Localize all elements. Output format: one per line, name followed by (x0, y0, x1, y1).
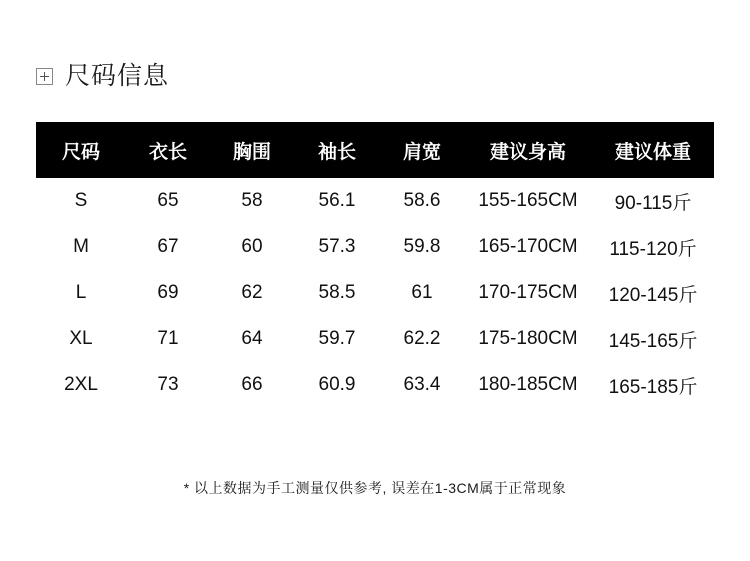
table-row (36, 362, 714, 408)
plus-box-icon[interactable] (36, 68, 53, 85)
cell-bust: 66 (241, 374, 263, 395)
cell-shoulder: 62.2 (403, 328, 441, 349)
cell-length: 73 (157, 374, 179, 395)
size-table (36, 122, 714, 408)
cell-shoulder: 63.4 (403, 374, 441, 395)
measurement-note: * 以上数据为手工测量仅供参考, 误差在1-3CM属于正常现象 (183, 480, 567, 496)
cell-bust: 64 (241, 328, 263, 349)
cell-weight: 145-165斤 (608, 330, 698, 352)
table-body (36, 178, 714, 408)
cell-size: XL (69, 328, 93, 349)
cell-length: 69 (157, 282, 179, 303)
cell-size: 2XL (64, 374, 98, 395)
cell-sleeve: 58.5 (318, 282, 356, 303)
cell-height: 155-165CM (478, 190, 578, 211)
cell-height: 165-170CM (478, 236, 578, 257)
column-header-weight: 建议体重 (592, 122, 714, 178)
page-title: 尺码信息 (65, 62, 170, 90)
cell-bust: 62 (241, 282, 263, 303)
cell-weight: 165-185斤 (608, 376, 698, 398)
cell-shoulder: 58.6 (403, 190, 441, 211)
table-row (36, 316, 714, 362)
cell-weight: 120-145斤 (608, 284, 698, 306)
column-header-height: 建议身高 (464, 122, 592, 178)
cell-bust: 58 (241, 190, 263, 211)
column-header-sleeve: 袖长 (294, 122, 380, 178)
cell-length: 65 (157, 190, 179, 211)
cell-height: 180-185CM (478, 374, 578, 395)
column-header-size: 尺码 (36, 122, 126, 178)
cell-sleeve: 56.1 (318, 190, 356, 211)
table-row (36, 178, 714, 224)
cell-length: 67 (157, 236, 179, 257)
table-header-row (36, 122, 714, 178)
column-header-bust: 胸围 (210, 122, 294, 178)
cell-sleeve: 57.3 (318, 236, 356, 257)
cell-weight: 90-115斤 (614, 192, 692, 214)
cell-height: 170-175CM (478, 282, 578, 303)
size-table-container (36, 122, 714, 408)
cell-length: 71 (157, 328, 179, 349)
column-header-shoulder: 肩宽 (380, 122, 464, 178)
table-row (36, 270, 714, 316)
cell-sleeve: 60.9 (318, 374, 356, 395)
cell-bust: 60 (241, 236, 263, 257)
cell-size: S (74, 190, 88, 211)
cell-size: L (75, 282, 87, 303)
cell-weight: 115-120斤 (609, 238, 697, 260)
cell-shoulder: 59.8 (403, 236, 441, 257)
section-header (36, 64, 169, 89)
cell-shoulder: 61 (411, 282, 433, 303)
cell-sleeve: 59.7 (318, 328, 356, 349)
table-header (36, 122, 714, 178)
cell-size: M (73, 236, 89, 257)
table-row (36, 224, 714, 270)
column-header-length: 衣长 (126, 122, 210, 178)
cell-height: 175-180CM (478, 328, 578, 349)
